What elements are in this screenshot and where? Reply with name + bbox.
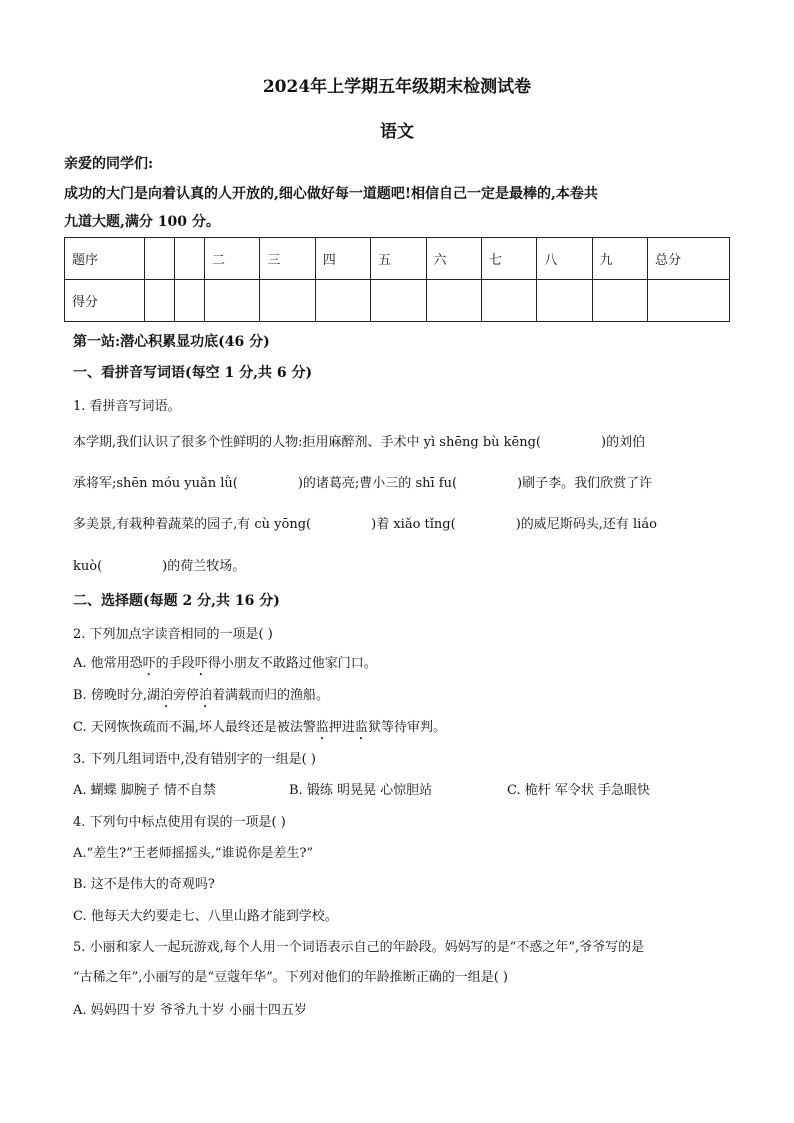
text: 旁停 xyxy=(172,688,199,703)
dotted-char: 泊 xyxy=(159,688,173,703)
text: 狱等待审判。 xyxy=(367,720,446,735)
header-cell xyxy=(175,238,205,280)
text: )的诸葛亮;曹小三的 shī fu( xyxy=(297,476,458,491)
text: 本学期,我们认识了很多个性鲜明的人物:拒用麻醉剂、手术中 yì shēng bù kēng( xyxy=(73,435,542,450)
header-cell: 九 xyxy=(592,238,647,280)
q4-option-b[interactable]: B. 这不是伟大的奇观吗? xyxy=(73,877,215,892)
station-heading: 第一站:潜心积累显功底(46 分) xyxy=(73,334,270,350)
q1-stem: 1. 看拼音写词语。 xyxy=(73,399,181,414)
q4-option-c[interactable]: C. 他每天大约要走七、八里山路才能到学校。 xyxy=(73,909,338,924)
text: )的刘伯 xyxy=(601,435,646,450)
score-row-label: 得分 xyxy=(65,280,145,322)
dotted-char: 监 xyxy=(354,720,368,735)
q5-stem-line-2: “古稀之年”,小丽写的是“豆蔻年华”。下列对他们的年龄推断正确的一组是( ) xyxy=(73,970,508,985)
q3-option-c[interactable]: C. 桅杆 军令状 手急眼快 xyxy=(507,783,651,798)
text: 着满载而归的渔船。 xyxy=(212,688,330,703)
text: )的荷兰牧场。 xyxy=(162,559,246,574)
section2-heading: 二、选择题(每题 2 分,共 16 分) xyxy=(73,593,280,609)
dotted-char: 泊 xyxy=(198,688,212,703)
header-cell xyxy=(145,238,175,280)
text: C. 天网恢恢疏而不漏,坏人最终还是被法警 xyxy=(73,720,316,735)
text: 得小朋友不敢路过他家门口。 xyxy=(207,656,377,671)
score-cell[interactable] xyxy=(145,280,175,322)
text: 押进 xyxy=(328,720,355,735)
text: B. 傍晚时分,湖 xyxy=(73,688,160,703)
text: )刷子李。我们欣赏了许 xyxy=(517,476,653,491)
subject-title: 语文 xyxy=(380,122,414,142)
q1-paragraph-line-4 xyxy=(73,555,245,574)
dotted-char: 吓 xyxy=(142,656,156,671)
greeting: 亲爱的同学们: xyxy=(64,156,154,172)
text: )着 xiǎo tǐng( xyxy=(371,517,456,532)
q4-stem: 4. 下列句中标点使用有误的一项是( ) xyxy=(73,815,286,830)
score-cell[interactable] xyxy=(648,280,730,322)
dotted-char: 监 xyxy=(315,720,329,735)
intro-line-2: 九道大题,满分 100 分。 xyxy=(64,214,220,230)
text: A. 他常用恐 xyxy=(73,656,143,671)
text: 承将军;shēn móu yuǎn lǜ( xyxy=(73,476,238,491)
score-table-score-row xyxy=(65,280,730,322)
header-cell: 五 xyxy=(371,238,426,280)
header-cell: 四 xyxy=(315,238,370,280)
text: 多美景,有栽种着蔬菜的园子,有 cù yōng( xyxy=(73,517,312,532)
header-cell: 二 xyxy=(205,238,260,280)
header-cell: 题序 xyxy=(65,238,145,280)
header-cell: 六 xyxy=(426,238,481,280)
text: 的手段 xyxy=(155,656,195,671)
header-cell: 八 xyxy=(537,238,592,280)
score-cell[interactable] xyxy=(371,280,426,322)
score-cell[interactable] xyxy=(260,280,315,322)
q5-stem-line-1: 5. 小丽和家人一起玩游戏,每个人用一个词语表示自己的年龄段。妈妈写的是“不惑之年”,爷爷写的是 xyxy=(73,940,645,955)
score-cell[interactable] xyxy=(175,280,205,322)
header-cell: 总分 xyxy=(648,238,730,280)
score-table xyxy=(64,237,730,322)
intro-line-1: 成功的大门是向着认真的人开放的,细心做好每一道题吧!相信自己一定是最棒的,本卷共 xyxy=(64,186,598,202)
text: )的威尼斯码头,还有 liáo xyxy=(515,517,657,532)
q1-paragraph-line-3 xyxy=(73,513,657,532)
q5-option-a[interactable]: A. 妈妈四十岁 爷爷九十岁 小丽十四五岁 xyxy=(73,1003,307,1018)
q2-option-b[interactable] xyxy=(73,684,329,711)
score-cell[interactable] xyxy=(426,280,481,322)
header-cell: 七 xyxy=(481,238,536,280)
text: kuò( xyxy=(73,559,103,574)
q3-option-a[interactable]: A. 蝴蝶 脚腕子 情不自禁 xyxy=(73,783,216,798)
score-cell[interactable] xyxy=(592,280,647,322)
q4-option-a[interactable]: A.“差生?”王老师摇摇头,“谁说你是差生?” xyxy=(73,846,314,861)
q3-option-b[interactable]: B. 锻练 明晃晃 心惊胆站 xyxy=(289,783,433,798)
score-cell[interactable] xyxy=(315,280,370,322)
score-cell[interactable] xyxy=(537,280,592,322)
q2-option-a[interactable] xyxy=(73,652,377,679)
q2-option-c[interactable] xyxy=(73,716,446,743)
q1-paragraph-line-1 xyxy=(73,431,645,450)
score-table-header-row xyxy=(65,238,730,280)
q1-paragraph-line-2 xyxy=(73,472,652,491)
dotted-char: 吓 xyxy=(194,656,208,671)
q3-stem: 3. 下列几组词语中,没有错别字的一组是( ) xyxy=(73,752,316,767)
section1-heading: 一、看拼音写词语(每空 1 分,共 6 分) xyxy=(73,365,313,381)
exam-title: 2024年上学期五年级期末检测试卷 xyxy=(262,77,532,97)
score-cell[interactable] xyxy=(481,280,536,322)
q2-stem: 2. 下列加点字读音相同的一项是( ) xyxy=(73,627,273,642)
header-cell: 三 xyxy=(260,238,315,280)
score-cell[interactable] xyxy=(205,280,260,322)
